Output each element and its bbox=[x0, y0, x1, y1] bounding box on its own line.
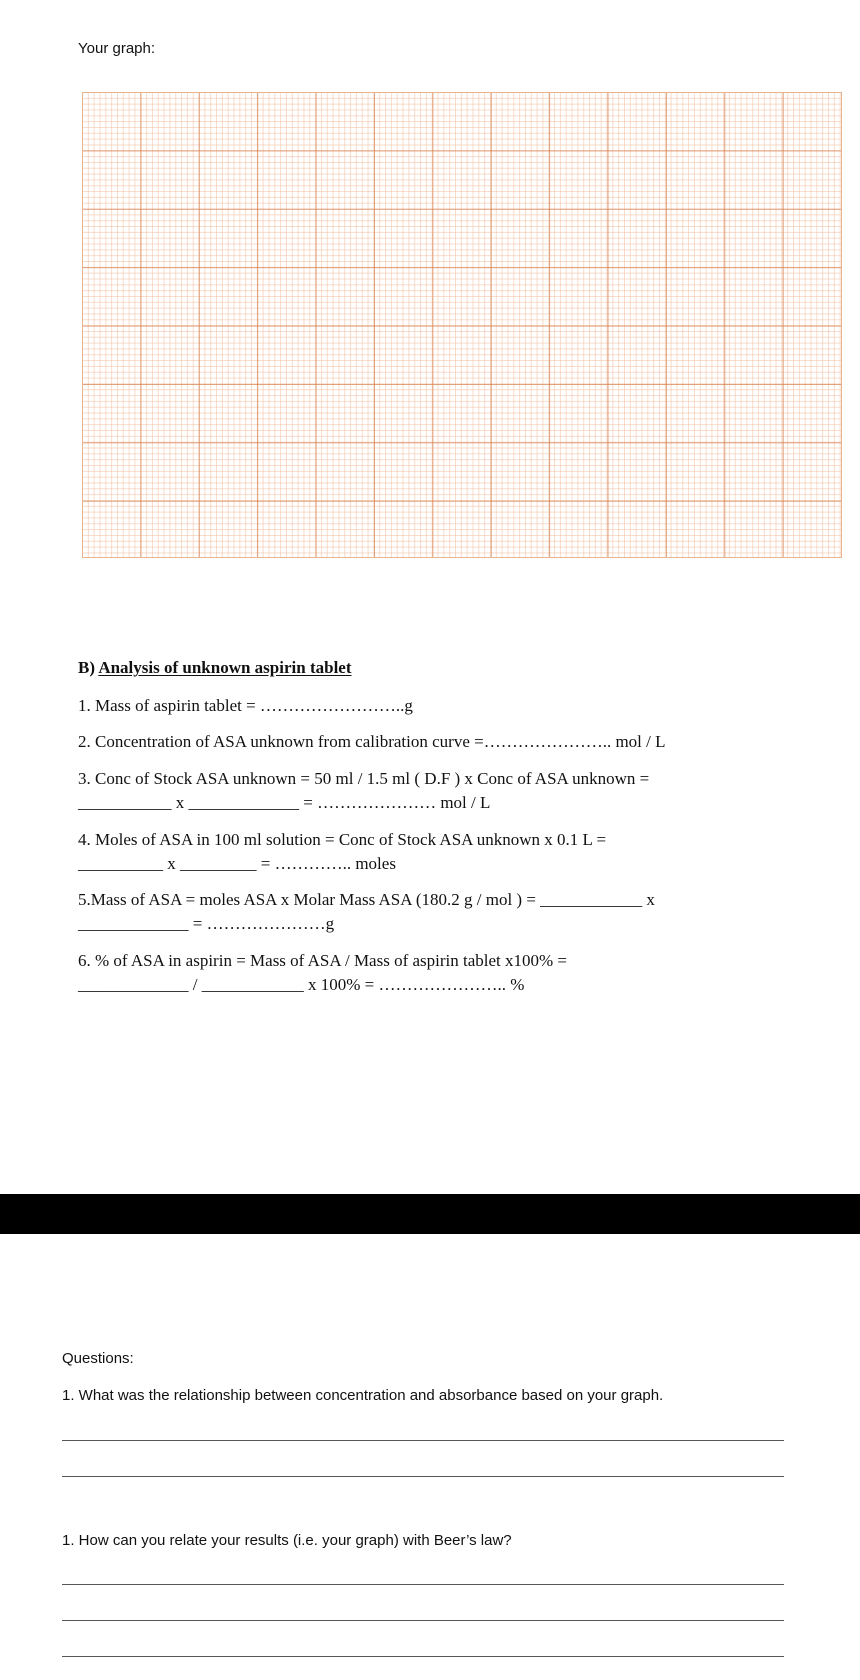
analysis-line-3: 3. Conc of Stock ASA unknown = 50 ml / 1.5 ml ( D.F ) x Conc of ASA unknown = bbox=[78, 769, 650, 788]
answer-line[interactable] bbox=[62, 1620, 784, 1621]
analysis-line-5-blank: _____________ = …………………g bbox=[78, 914, 335, 933]
analysis-line-6-blank: _____________ / ____________ x 100% = ………………….. % bbox=[78, 975, 525, 994]
section-prefix: B) bbox=[78, 658, 95, 677]
analysis-line-3-blank: ___________ x _____________ = ………………… mol / L bbox=[78, 793, 491, 812]
page-divider-bar bbox=[0, 1194, 860, 1234]
questions-heading: Questions: bbox=[62, 1350, 134, 1367]
analysis-line-1: 1. Mass of aspirin tablet = ……………………..g bbox=[78, 696, 413, 715]
analysis-line-5: 5.Mass of ASA = moles ASA x Molar Mass ASA (180.2 g / mol ) = ____________ x bbox=[78, 890, 655, 909]
question-2: 1. How can you relate your results (i.e. your graph) with Beer’s law? bbox=[62, 1532, 512, 1549]
answer-line[interactable] bbox=[62, 1584, 784, 1585]
analysis-line-6: 6. % of ASA in aspirin = Mass of ASA / Mass of aspirin tablet x100% = bbox=[78, 951, 568, 970]
answer-line[interactable] bbox=[62, 1476, 784, 1477]
graph-paper bbox=[82, 92, 842, 558]
analysis-line-2: 2. Concentration of ASA unknown from calibration curve =………………….. mol / L bbox=[78, 732, 666, 751]
graph-label: Your graph: bbox=[78, 40, 156, 57]
analysis-line-4: 4. Moles of ASA in 100 ml solution = Conc of Stock ASA unknown x 0.1 L = bbox=[78, 830, 607, 849]
section-title: Analysis of unknown aspirin tablet bbox=[98, 658, 352, 677]
answer-line[interactable] bbox=[62, 1440, 784, 1441]
question-1: 1. What was the relationship between concentration and absorbance based on your graph. bbox=[62, 1387, 664, 1404]
analysis-line-4-blank: __________ x _________ = ………….. moles bbox=[78, 854, 396, 873]
answer-line[interactable] bbox=[62, 1656, 784, 1657]
section-heading bbox=[78, 658, 352, 678]
